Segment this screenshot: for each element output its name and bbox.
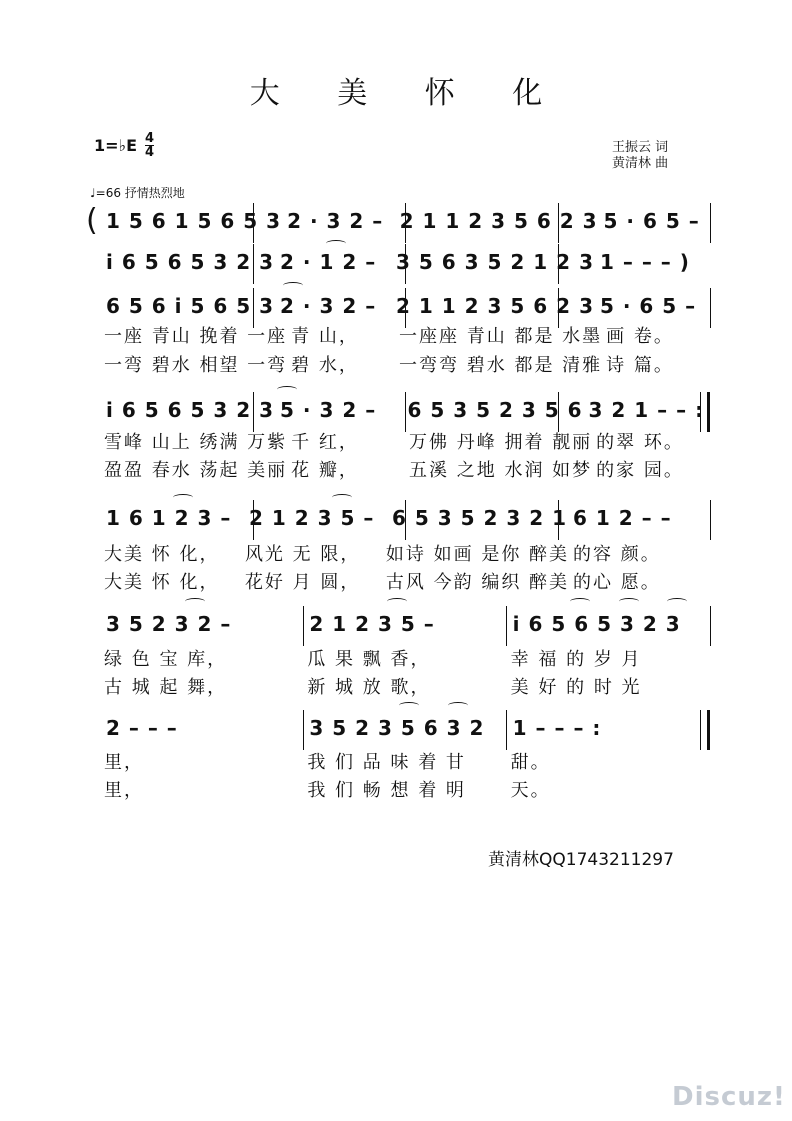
barline xyxy=(405,392,406,432)
measure: 5 · 6 5 – xyxy=(599,294,697,318)
barline xyxy=(303,606,304,646)
slur xyxy=(173,494,193,501)
barline xyxy=(405,500,406,540)
lyric: 里， xyxy=(104,752,144,773)
lyric: 雪峰 山上 绣满 万紫 xyxy=(104,432,288,453)
measure: 1 5 6 1 5 6 5 3 xyxy=(106,209,282,233)
score-row-7 xyxy=(100,710,710,750)
lyrics-verse-2-line-5 xyxy=(100,776,710,802)
lyric: 新 城 放 歌， xyxy=(307,677,431,698)
barline xyxy=(558,203,559,243)
lyric: 青 山， xyxy=(291,326,359,347)
time-signature xyxy=(145,132,154,159)
slur xyxy=(387,598,407,605)
lyric: 美 好 的 时 光 xyxy=(510,677,642,698)
lyric: 的家 园。 xyxy=(596,460,684,481)
lyrics-verse-2-line-2 xyxy=(100,456,710,482)
time-top: 4 xyxy=(145,131,155,146)
measure: 2 1 1 2 3 5 6 2 3 xyxy=(399,209,598,233)
measure: 2 – – – xyxy=(106,716,178,740)
lyrics-verse-2-line-3 xyxy=(100,568,710,594)
lyric: 一弯弯 碧水 都是 清雅 xyxy=(399,355,603,376)
lyric: 的翠 环。 xyxy=(596,432,684,453)
score-row-5 xyxy=(100,500,710,540)
score-row-4 xyxy=(100,392,710,432)
measure: 2 · 3 2 – xyxy=(287,209,384,233)
measure: 1 – – – : xyxy=(512,716,602,740)
measure: i 6 5 6 5 3 2 3 xyxy=(106,398,275,422)
barline xyxy=(710,606,711,646)
lyrics-verse-1-line-4 xyxy=(100,645,710,671)
lyric: 花 瓣， xyxy=(291,460,359,481)
barline xyxy=(506,606,507,646)
open-paren: ( xyxy=(86,203,98,238)
lyrics-verse-1-line-1 xyxy=(100,322,710,348)
slur xyxy=(448,702,468,709)
lyric: 古 城 起 舞， xyxy=(104,677,228,698)
lyric: 的心 愿。 xyxy=(573,572,661,593)
measure: 6 1 2 – – xyxy=(573,506,672,530)
lyrics-verse-1-line-3 xyxy=(100,540,710,566)
lyric: 大美 怀 化， xyxy=(104,572,220,593)
measure: 5 · 3 2 – xyxy=(280,398,377,422)
lyrics-verse-2-line-4 xyxy=(100,673,710,699)
measure: 3 5 2 3 2 – xyxy=(106,612,232,636)
barline xyxy=(405,203,406,243)
measure: 3 2 1 – – : xyxy=(588,398,705,422)
measure: 6 5 6 i 5 6 5 3 xyxy=(106,294,275,318)
lyric: 我 们 畅 想 着 明 xyxy=(307,780,466,801)
score-row-2 xyxy=(100,244,710,284)
barline xyxy=(253,500,254,540)
lyric: 幸 福 的 岁 月 xyxy=(510,649,642,670)
measure: 3 5 2 3 5 6 3 2 xyxy=(309,716,485,740)
measure: 1 – – – ) xyxy=(599,250,690,274)
lyric: 画 卷。 xyxy=(606,326,674,347)
key-signature xyxy=(94,132,154,159)
measure: i 6 5 6 5 3 2 3 xyxy=(512,612,681,636)
barline xyxy=(303,710,304,750)
author-contact: 黄清林QQ1743211297 xyxy=(488,850,674,870)
barline xyxy=(710,203,711,243)
barline xyxy=(558,500,559,540)
lyric: 甜。 xyxy=(510,752,551,773)
slur xyxy=(667,598,687,605)
time-bottom: 4 xyxy=(145,145,155,160)
barline xyxy=(253,392,254,432)
lyric: 一座座 青山 都是 水墨 xyxy=(399,326,603,347)
lyric: 一弯 碧水 相望 一弯 xyxy=(104,355,288,376)
credits xyxy=(612,140,668,172)
slur xyxy=(277,386,297,393)
measure: 2 1 1 2 3 5 6 2 3 xyxy=(396,294,594,318)
barline xyxy=(710,500,711,540)
lyric: 碧 水， xyxy=(291,355,359,376)
notes xyxy=(100,716,710,740)
composer: 黄清林 曲 xyxy=(612,156,669,171)
slur xyxy=(332,494,352,501)
barline xyxy=(405,244,406,284)
measure: 2 1 2 3 5 – xyxy=(248,506,375,530)
measure: 6 5 3 5 2 3 2 1 xyxy=(391,506,568,530)
lyric: 大美 怀 化， xyxy=(104,544,220,565)
slur xyxy=(283,282,303,289)
lyric: 的容 颜。 xyxy=(573,544,661,565)
measure: 1 6 1 2 3 – xyxy=(106,506,232,530)
lyric: 一座 青山 挽着 一座 xyxy=(104,326,288,347)
repeat-barline xyxy=(700,392,710,432)
slur xyxy=(399,702,419,709)
barline xyxy=(710,288,711,328)
measure: 3 5 6 3 5 2 1 2 3 xyxy=(396,250,594,274)
lyrics-verse-1-line-5 xyxy=(100,748,710,774)
song-title: 大 美 怀 化 xyxy=(249,76,567,111)
measure: 2 · 1 2 – xyxy=(280,250,377,274)
barline xyxy=(558,392,559,432)
lyric: 我 们 品 味 着 甘 xyxy=(307,752,466,773)
lyric: 里， xyxy=(104,780,144,801)
barline xyxy=(506,710,507,750)
lyric: 绿 色 宝 库， xyxy=(104,649,228,670)
measure: 6 5 3 5 2 3 5 6 xyxy=(407,398,583,422)
measure: 5 · 6 5 – xyxy=(603,209,700,233)
slur xyxy=(326,240,346,247)
lyrics-verse-1-line-2 xyxy=(100,428,710,454)
notes xyxy=(100,612,710,636)
slur xyxy=(185,598,205,605)
score-row-6 xyxy=(100,606,710,646)
slur xyxy=(619,598,639,605)
slur xyxy=(570,598,590,605)
key-label: 1=♭E xyxy=(94,136,138,155)
barline xyxy=(558,244,559,284)
lyric: 五溪 之地 水润 如梦 xyxy=(409,460,593,481)
lyric: 万佛 丹峰 拥着 靓丽 xyxy=(409,432,593,453)
lyric: 盈盈 春水 荡起 美丽 xyxy=(104,460,288,481)
repeat-barline xyxy=(700,710,710,750)
measure: 2 1 2 3 5 – xyxy=(309,612,435,636)
lyric: 风光 无 限， xyxy=(244,544,361,565)
measure: i 6 5 6 5 3 2 3 xyxy=(106,250,275,274)
lyric: 瓜 果 飘 香， xyxy=(307,649,431,670)
tempo-marking: ♩=66 抒情热烈地 xyxy=(90,186,185,200)
barline xyxy=(253,203,254,243)
watermark: Discuz! xyxy=(672,1082,786,1112)
measure: 2 · 3 2 – xyxy=(280,294,377,318)
score-row-1 xyxy=(86,203,710,243)
barline xyxy=(253,244,254,284)
lyricist: 王振云 词 xyxy=(612,140,669,155)
lyric: 诗 篇。 xyxy=(606,355,674,376)
lyric: 如诗 如画 是你 醉美 xyxy=(385,544,570,565)
lyrics-verse-2-line-1 xyxy=(100,351,710,377)
lyric: 花好 月 圆， xyxy=(244,572,361,593)
lyric: 千 红， xyxy=(291,432,359,453)
lyric: 古风 今韵 编织 醉美 xyxy=(385,572,570,593)
lyric: 天。 xyxy=(510,780,551,801)
